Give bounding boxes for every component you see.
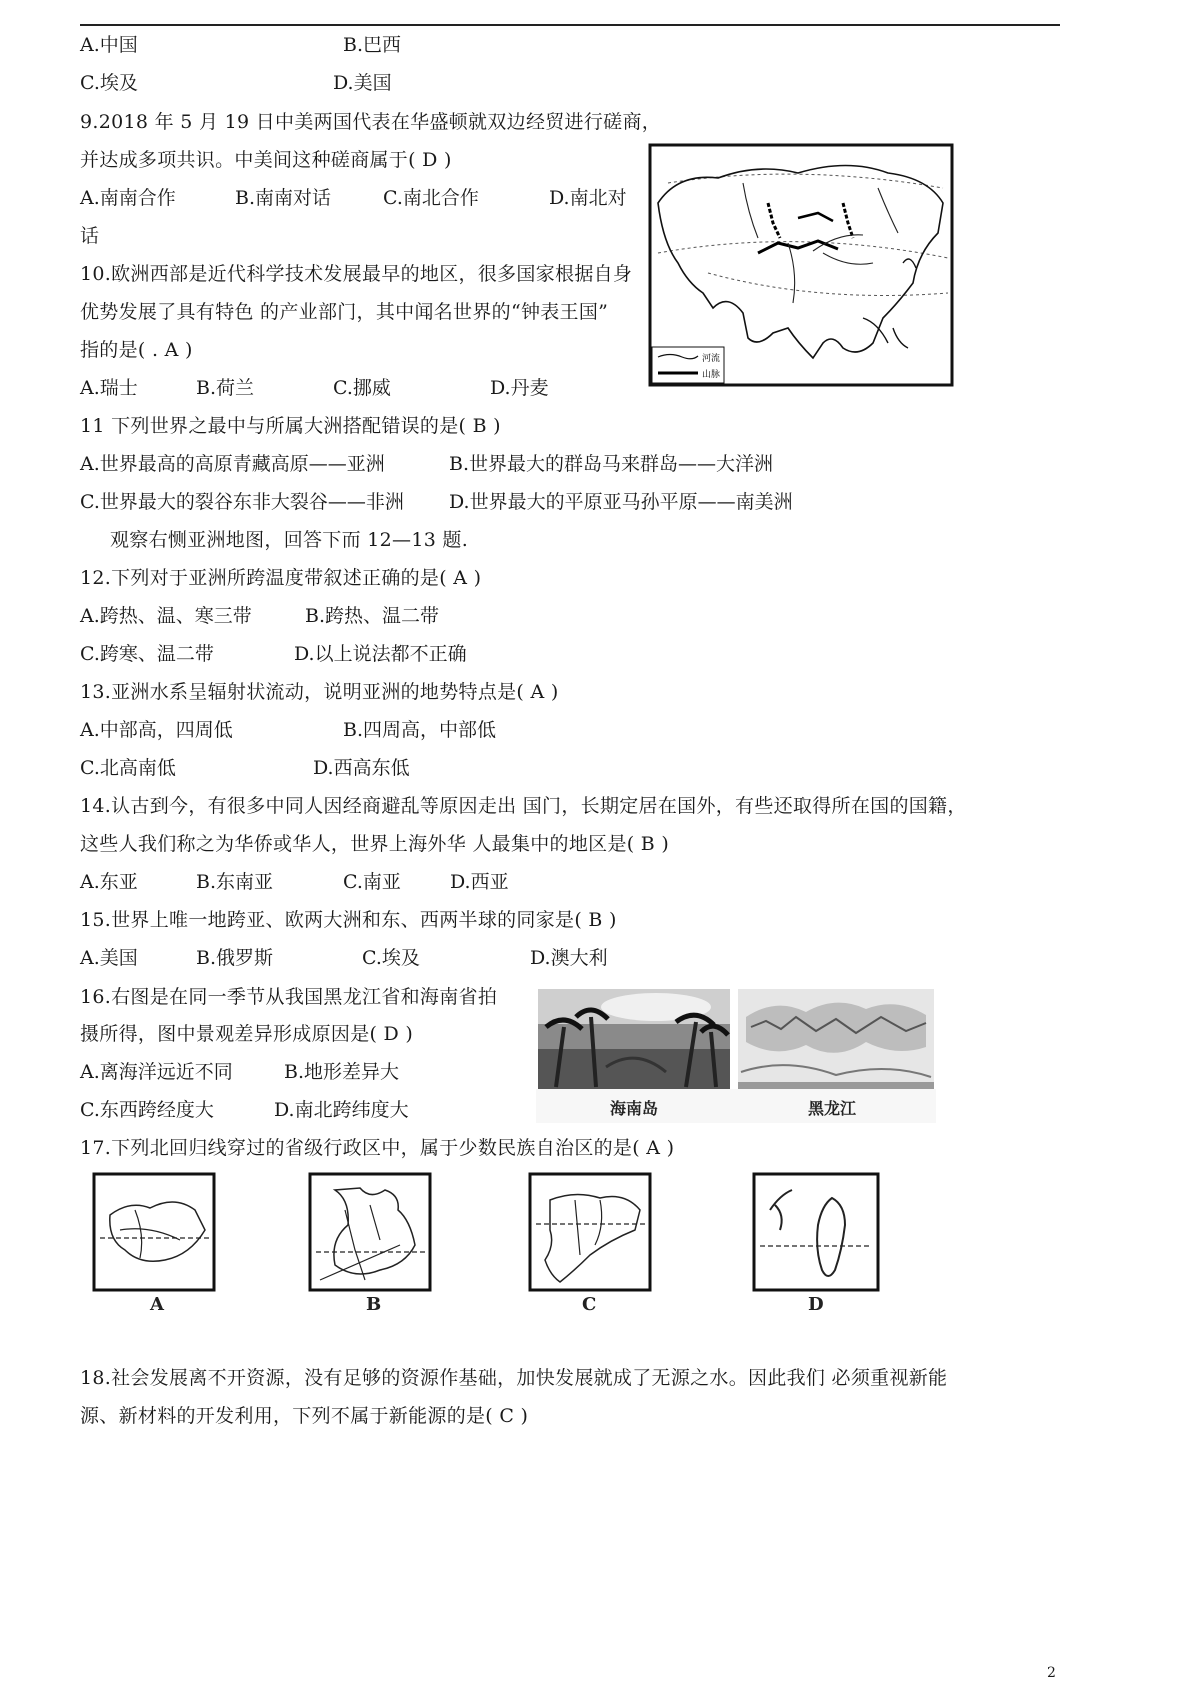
q14-option-a: A.东亚 <box>80 871 138 893</box>
map-option-c <box>530 1174 650 1315</box>
legend-mountain-label: 山脉 <box>702 370 721 380</box>
map-label-c: C <box>582 1294 597 1315</box>
q16-photos-figure <box>536 987 936 1123</box>
q9-option-c: C.南北合作 <box>383 187 479 209</box>
q11-option-d: D.世界最大的平原亚马孙平原——南美洲 <box>449 491 793 513</box>
q10-stem-line1: 10.欧洲西部是近代科学技术发展最早的地区，很多国家根据自身 <box>80 263 633 285</box>
heilongjiang-caption: 黑龙江 <box>808 1099 857 1118</box>
q14-stem-line1: 14.认古到今，有很多中同人因经商避乱等原因走出 国门，长期定居在国外，有些还取得所在国的国籍， <box>80 795 967 817</box>
q8-option-a: A.中国 <box>80 34 138 56</box>
q11-stem: 11 下列世界之最中与所属大洲搭配错误的是( B ) <box>80 415 501 437</box>
q12-stem: 12.下列对于亚洲所跨温度带叙述正确的是( A ) <box>80 567 482 589</box>
q11-option-a: A.世界最高的高原青藏高原——亚洲 <box>80 453 385 475</box>
q10-option-c: C.挪威 <box>333 377 391 399</box>
map-label-a: A <box>150 1294 164 1315</box>
q12-option-b: B.跨热、温二带 <box>305 605 440 627</box>
q16-option-d: D.南北跨纬度大 <box>274 1099 409 1121</box>
q10-option-a: A.瑞士 <box>80 377 138 399</box>
q15-stem: 15.世界上唯一地跨亚、欧两大洲和东、西两半球的同家是( B ) <box>80 909 617 931</box>
q8-option-d: D.美国 <box>333 72 392 94</box>
q9-option-d: D.南北对 <box>549 187 627 209</box>
q14-option-c: C.南亚 <box>343 871 401 893</box>
q16-stem-line1: 16.右图是在同一季节从我国黑龙江省和海南省拍 <box>80 986 498 1008</box>
map-label-b: B <box>366 1294 382 1315</box>
q16-option-c: C.东西跨经度大 <box>80 1099 214 1121</box>
q15-option-d: D.澳大利 <box>530 947 608 969</box>
q17-maps-figure <box>80 1170 900 1320</box>
map-option-d <box>754 1174 878 1315</box>
header-rule <box>80 24 1060 26</box>
q10-stem-line2: 优势发展了具有特色 的产业部门，其中闻名世界的“钟表王国” <box>80 301 609 323</box>
q17-stem: 17.下列北回归线穿过的省级行政区中，属于少数民族自治区的是( A ) <box>80 1137 675 1159</box>
q13-option-c: C.北高南低 <box>80 757 176 779</box>
q15-option-a: A.美国 <box>80 947 138 969</box>
heilongjiang-photo <box>738 989 934 1089</box>
hainan-photo <box>538 989 730 1089</box>
q11-option-b: B.世界最大的群岛马来群岛——大洋洲 <box>449 453 774 475</box>
q15-option-c: C.埃及 <box>362 947 420 969</box>
q10-stem-line3: 指的是( . A ) <box>80 339 193 361</box>
page-number: 2 <box>1047 1665 1056 1681</box>
q16-option-b: B.地形差异大 <box>284 1061 400 1083</box>
q12-option-c: C.跨寒、温二带 <box>80 643 214 665</box>
q14-option-d: D.西亚 <box>450 871 509 893</box>
q10-option-b: B.荷兰 <box>196 377 255 399</box>
asia-map-figure <box>648 143 954 387</box>
q18-stem-line2: 源、新材料的开发利用，下列不属于新能源的是( C ) <box>80 1405 529 1427</box>
q16-option-a: A.离海洋远近不同 <box>80 1061 233 1083</box>
q18-stem-line1: 18.社会发展离不开资源，没有足够的资源作基础，加快发展就成了无源之水。因此我们 必须重视新能 <box>80 1367 948 1389</box>
q14-option-b: B.东南亚 <box>196 871 274 893</box>
map-option-b <box>310 1174 430 1315</box>
map-option-a <box>94 1174 214 1315</box>
q9-option-a: A.南南合作 <box>80 187 176 209</box>
q8-option-b: B.巴西 <box>343 34 402 56</box>
q13-option-b: B.四周高，中部低 <box>343 719 497 741</box>
q13-stem: 13.亚洲水系呈辐射状流动，说明亚洲的地势特点是( A ) <box>80 681 559 703</box>
q8-option-c: C.埃及 <box>80 72 138 94</box>
q13-option-a: A.中部高，四周低 <box>80 719 233 741</box>
q9-stem-line1: 9.2018 年 5 月 19 日中美两国代表在华盛顿就双边经贸进行磋商， <box>80 111 662 133</box>
q12-option-a: A.跨热、温、寒三带 <box>80 605 252 627</box>
q15-option-b: B.俄罗斯 <box>196 947 274 969</box>
q12-option-d: D.以上说法都不正确 <box>294 643 467 665</box>
q9-option-d-continued: 话 <box>80 225 100 247</box>
q11-option-c: C.世界最大的裂谷东非大裂谷——非洲 <box>80 491 404 513</box>
hainan-caption: 海南岛 <box>610 1099 659 1118</box>
q12-13-intro: 观察右恻亚洲地图，回答下而 12—13 题. <box>110 529 469 551</box>
map-label-d: D <box>808 1294 824 1315</box>
q10-option-d: D.丹麦 <box>490 377 549 399</box>
q9-stem-line2: 并达成多项共识。中美间这种磋商属于( D ) <box>80 149 452 171</box>
q9-option-b: B.南南对话 <box>235 187 332 209</box>
q16-stem-line2: 摄所得，图中景观差异形成原因是( D ) <box>80 1023 414 1045</box>
q14-stem-line2: 这些人我们称之为华侨或华人，世界上海外华 人最集中的地区是( B ) <box>80 833 670 855</box>
q13-option-d: D.西高东低 <box>313 757 410 779</box>
legend-river-label: 河流 <box>702 354 721 364</box>
